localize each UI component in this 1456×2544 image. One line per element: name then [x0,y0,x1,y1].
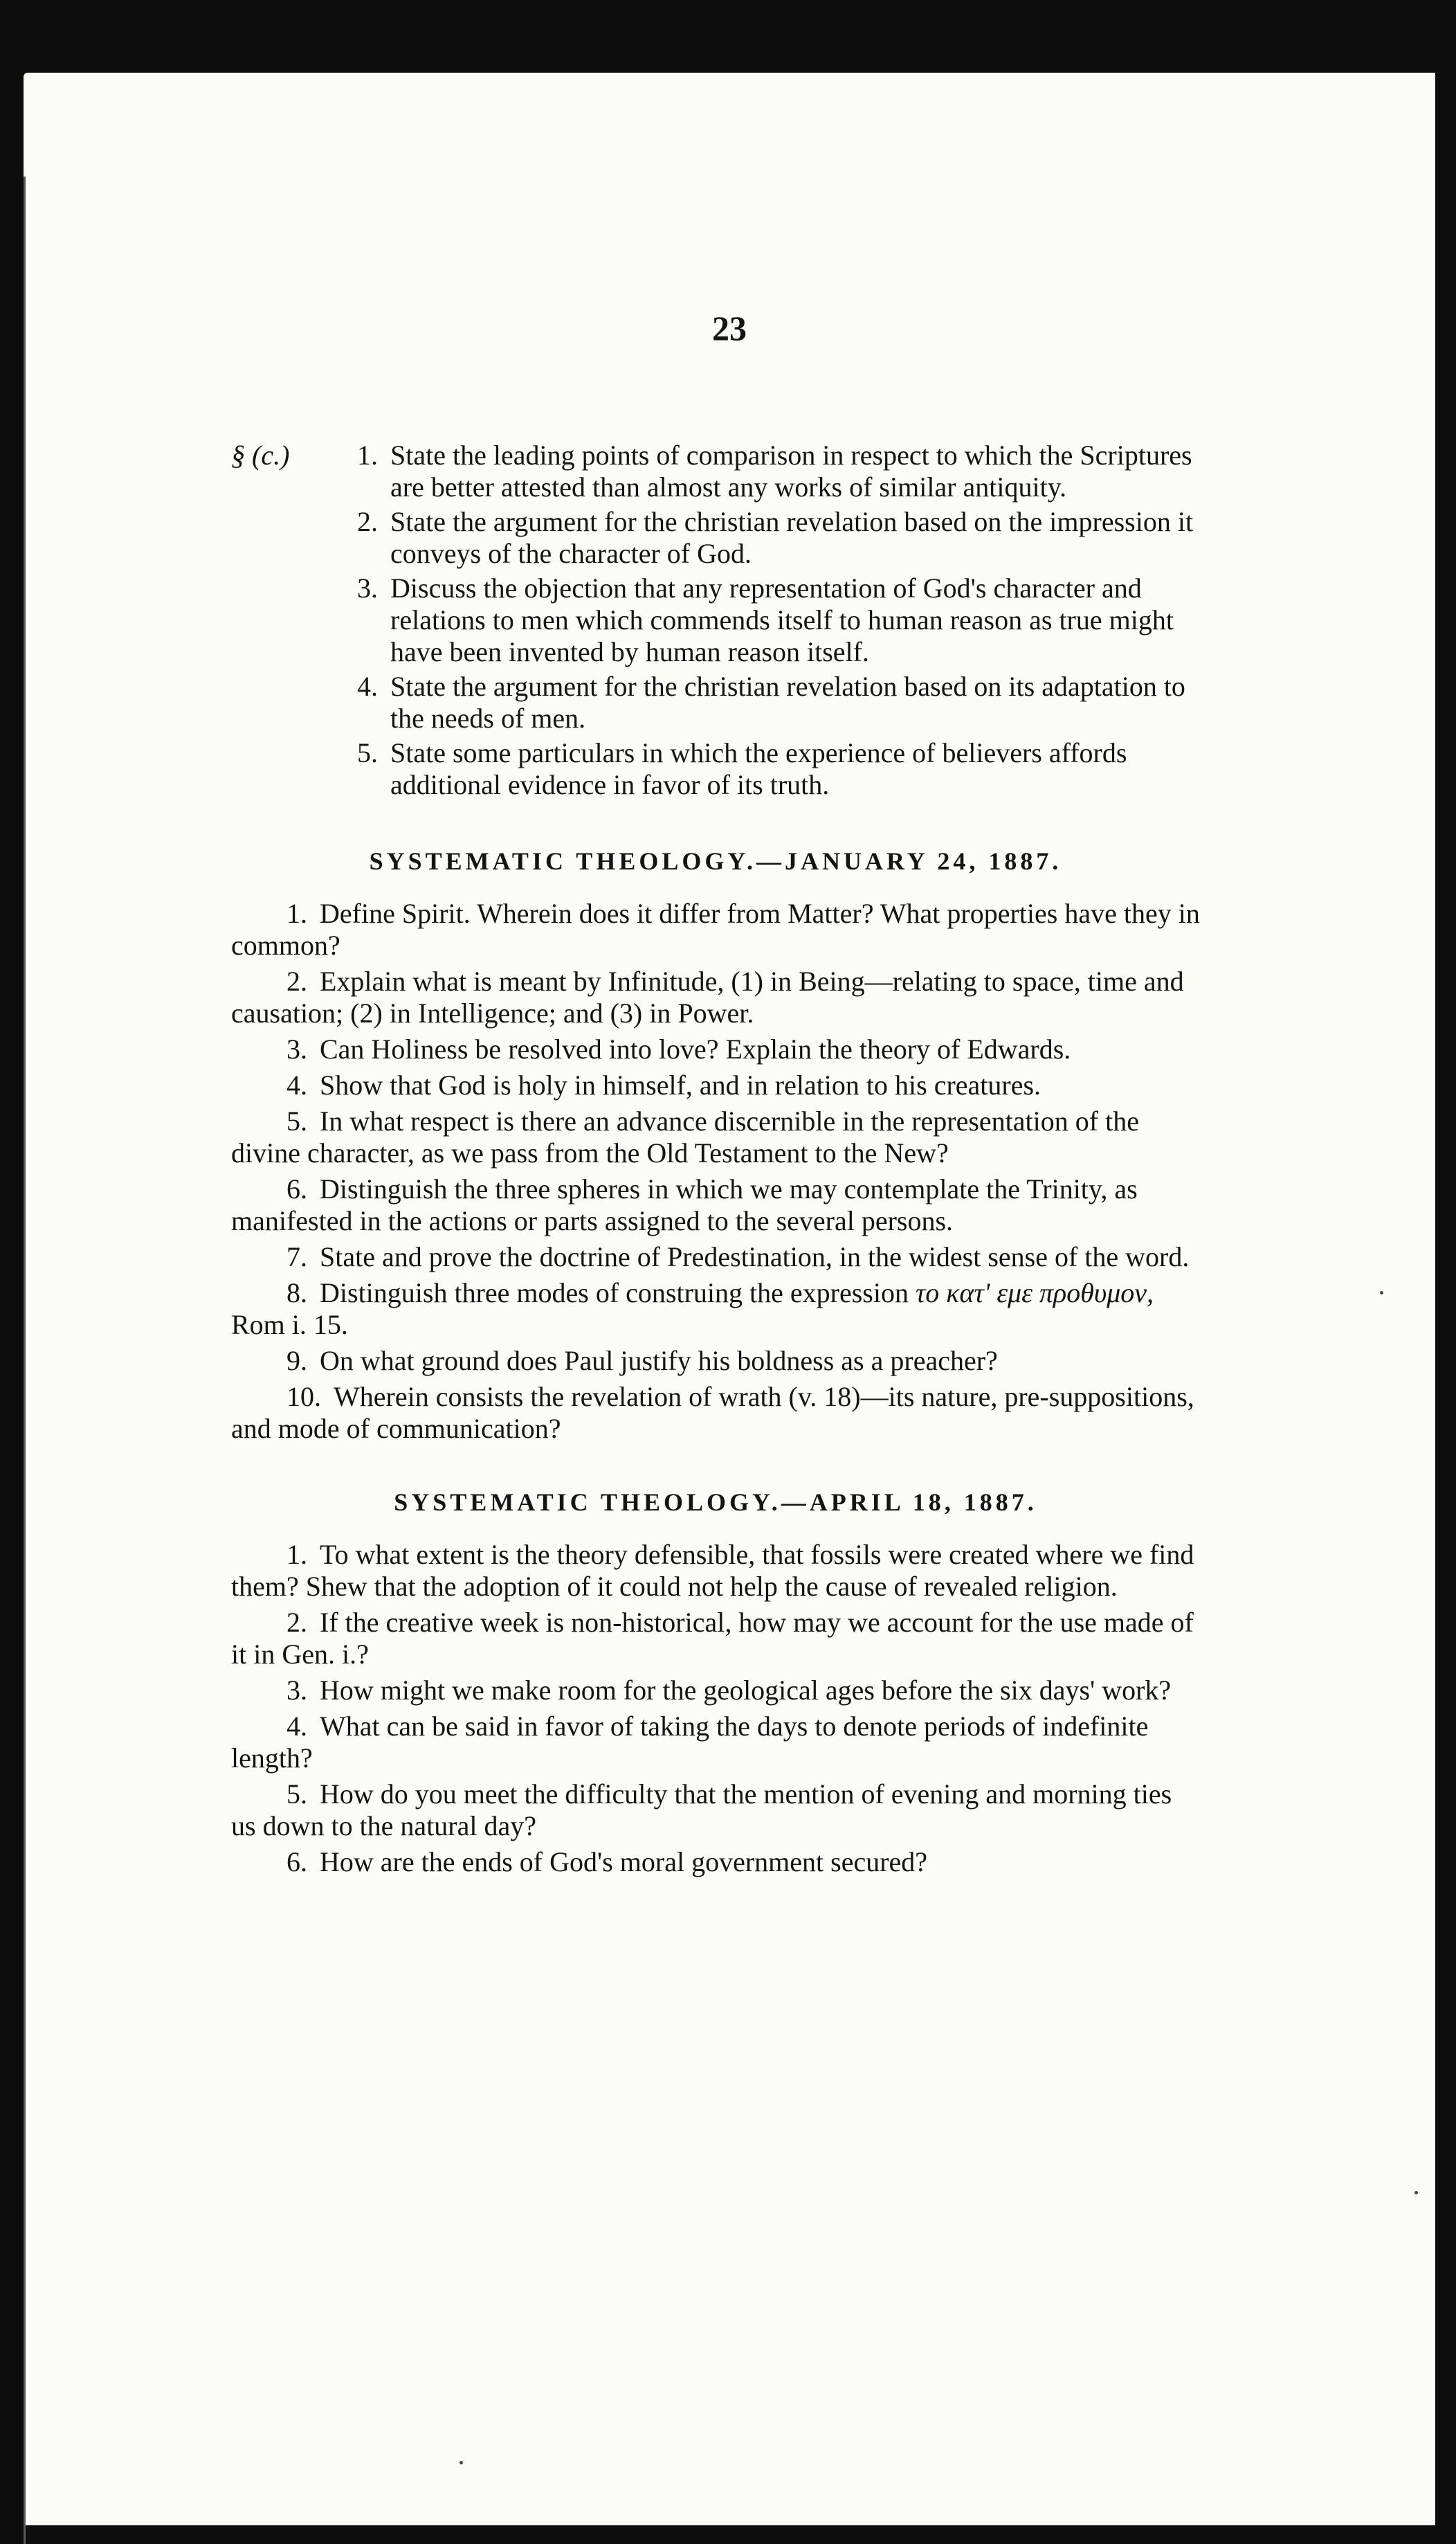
print-speck [1414,2191,1418,2194]
question-text: What can be said in favor of taking the days to denote periods of indefinite length? [231,1711,1149,1774]
question-number: 1. [286,1539,307,1570]
question-text: In what respect is there an advance discernible in the representation of the divine character, as we pass from the Old Testament to the New? [231,1106,1139,1169]
question-number: 3. [286,1034,307,1065]
question-text: Distinguish the three spheres in which we may contemplate the Trinity, as manifested in the actions or parts assigned to the several persons. [231,1173,1138,1236]
item-number: 3. [357,572,378,604]
question-number: 3. [286,1675,307,1706]
question [231,1106,1200,1169]
item-text: State the argument for the christian revelation based on its adaptation to the needs of men. [390,671,1185,734]
item-number: 5. [357,737,378,768]
item-text: Discuss the objection that any representation of God's character and relations to men which commends itself to human reason as true might have been invented by human reason itself. [390,572,1174,667]
question [231,1675,1200,1706]
list-item [321,572,1200,668]
question-number: 6. [286,1846,307,1877]
question [231,1381,1200,1445]
question-text: How do you meet the difficulty that the mention of evening and morning ties us down to the natural day? [231,1778,1172,1841]
question [231,1277,1200,1341]
exam-heading-january: SYSTEMATIC THEOLOGY.—JANUARY 24, 1887. [369,847,1062,875]
question-text: State and prove the doctrine of Predestination, in the widest sense of the word. [320,1241,1190,1272]
text-block [231,440,1200,1882]
item-number: 2. [357,506,378,537]
item-text: State the argument for the christian revelation based on the impression it conveys of the character of God. [390,506,1194,569]
list-item [321,671,1200,734]
question [231,966,1200,1029]
question-text: How might we make room for the geological ages before the six days' work? [320,1675,1172,1706]
exam-heading-april: SYSTEMATIC THEOLOGY.—APRIL 18, 1887. [394,1488,1037,1516]
question-number: 2. [286,966,307,997]
list-item [321,506,1200,570]
item-text: State the leading points of comparison in respect to which the Scriptures are better attested than almost any works of similar antiquity. [390,440,1192,503]
section-c-list [321,440,1200,804]
question-number: 10. [286,1381,321,1412]
question-text: Distinguish three modes of construing the expression [320,1277,909,1308]
page-number: 23 [712,309,747,348]
document-page [24,73,1435,2525]
list-item [321,737,1200,801]
question [231,898,1200,962]
question-text: On what ground does Paul justify his boldness as a preacher? [320,1345,998,1376]
question [231,1539,1200,1603]
question-text: Wherein consists the revelation of wrath (v. 18)—its nature, pre-suppositions, and mode of communication? [231,1381,1194,1444]
question [231,1607,1200,1670]
question-number: 6. [286,1173,307,1205]
question [231,1711,1200,1774]
question-number: 4. [286,1070,307,1101]
question-number: 4. [286,1711,307,1742]
question [231,1241,1200,1273]
question-number: 7. [286,1241,307,1272]
question-text: How are the ends of God's moral government secured? [320,1846,928,1877]
question [231,1778,1200,1842]
question-text: To what extent is the theory defensible, that fossils were created where we find them? Shew that the adoption of it could not help the cause of revealed religion. [231,1539,1194,1602]
question-reference: Rom i. 15. [231,1309,348,1340]
question-text: Explain what is meant by Infinitude, (1) in Being—relating to space, time and causation; (2) in Intelligence; and (3) in Power. [231,966,1184,1029]
question-number: 8. [286,1277,307,1308]
question-text: Can Holiness be resolved into love? Explain the theory of Edwards. [320,1034,1071,1065]
question-text: Show that God is holy in himself, and in relation to his creatures. [320,1070,1041,1101]
section-label: § (c.) [231,440,290,471]
question-text: If the creative week is non-historical, how may we account for the use made of it in Gen. i.? [231,1607,1194,1670]
question-number: 5. [286,1106,307,1137]
question [231,1034,1200,1065]
question-text: Define Spirit. Wherein does it differ from Matter? What properties have they in common? [231,898,1200,961]
greek-phrase: το κατ' εμε προθυμον, [915,1277,1154,1308]
item-number: 4. [357,671,378,702]
page-edge-shadow [24,177,39,2544]
section-c [231,440,1200,804]
question-number: 5. [286,1778,307,1810]
question-number: 1. [286,898,307,929]
question [231,1846,1200,1878]
question-number: 2. [286,1607,307,1638]
question [231,1173,1200,1237]
item-number: 1. [357,440,378,471]
print-speck [1380,1291,1383,1294]
question [231,1070,1200,1101]
list-item [321,440,1200,503]
question [231,1345,1200,1377]
item-text: State some particulars in which the experience of believers affords additional evidence in favor of its truth. [390,737,1127,800]
question-number: 9. [286,1345,307,1376]
print-speck [459,2461,463,2464]
